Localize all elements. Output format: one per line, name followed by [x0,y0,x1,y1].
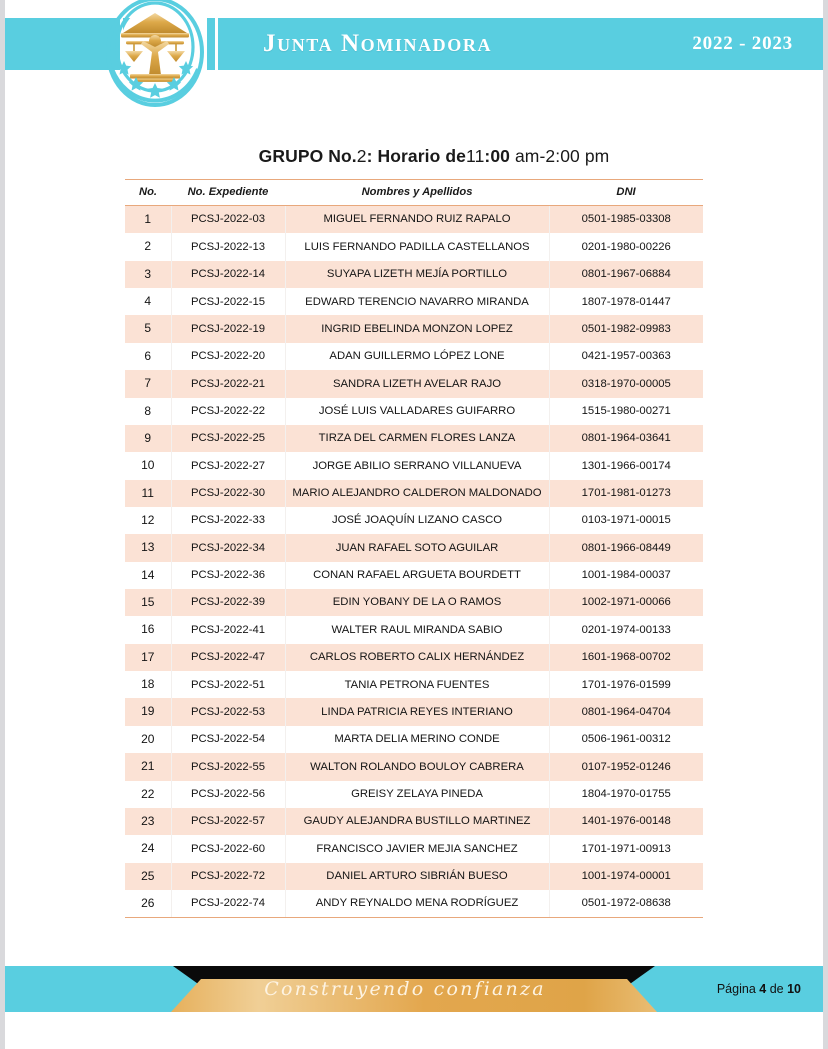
table-row [125,233,703,260]
cell-dni: 0801-1966-08449 [549,534,703,561]
cell-expediente: PCSJ-2022-15 [171,288,285,315]
cell-dni: 1002-1971-00066 [549,589,703,616]
table-row [125,753,703,780]
table-row [125,288,703,315]
cell-row-number: 8 [125,398,171,425]
cell-row-number: 14 [125,562,171,589]
cell-nombre: EDIN YOBANY DE LA O RAMOS [285,589,549,616]
table-row [125,534,703,561]
cell-expediente: PCSJ-2022-55 [171,753,285,780]
cell-expediente: PCSJ-2022-34 [171,534,285,561]
page-current: 4 [759,982,767,996]
cell-row-number: 18 [125,671,171,698]
group-heading [5,100,823,179]
roster-table-head [125,180,703,206]
group-heading-range: am-2:00 pm [510,146,610,166]
cell-row-number: 1 [125,206,171,234]
cell-nombre: TIRZA DEL CARMEN FLORES LANZA [285,425,549,452]
cell-nombre: CONAN RAFAEL ARGUETA BOURDETT [285,562,549,589]
cell-row-number: 25 [125,863,171,890]
table-row [125,698,703,725]
cell-nombre: SANDRA LIZETH AVELAR RAJO [285,370,549,397]
table-row [125,261,703,288]
cell-expediente: PCSJ-2022-53 [171,698,285,725]
cell-row-number: 5 [125,315,171,342]
table-row [125,343,703,370]
cell-dni: 1701-1976-01599 [549,671,703,698]
cell-nombre: INGRID EBELINDA MONZON LOPEZ [285,315,549,342]
cell-dni: 0801-1967-06884 [549,261,703,288]
group-heading-prefix: GRUPO No. [258,146,357,166]
page-total: 10 [787,982,801,996]
cell-nombre: JORGE ABILIO SERRANO VILLANUEVA [285,452,549,479]
roster-table-wrap [125,179,703,918]
footer-motto: Construyendo confianza [264,978,546,1000]
footer-ribbon-graphic [5,966,823,1012]
cell-expediente: PCSJ-2022-03 [171,206,285,234]
cell-row-number: 9 [125,425,171,452]
cell-expediente: PCSJ-2022-25 [171,425,285,452]
cell-expediente: PCSJ-2022-56 [171,781,285,808]
column-header-expediente: No. Expediente [171,180,285,206]
cell-nombre: TANIA PETRONA FUENTES [285,671,549,698]
cell-dni: 1601-1968-00702 [549,644,703,671]
cell-dni: 1701-1971-00913 [549,835,703,862]
cell-dni: 0421-1957-00363 [549,343,703,370]
cell-dni: 0501-1972-08638 [549,890,703,918]
table-row [125,863,703,890]
table-row [125,890,703,918]
roster-table [125,179,703,918]
cell-dni: 0103-1971-00015 [549,507,703,534]
viewer-edge-left [0,0,5,1049]
cell-row-number: 4 [125,288,171,315]
page-header [5,0,823,100]
page-content [5,100,823,918]
cell-dni: 1001-1974-00001 [549,863,703,890]
cell-row-number: 3 [125,261,171,288]
table-row [125,808,703,835]
cell-expediente: PCSJ-2022-33 [171,507,285,534]
cell-row-number: 16 [125,616,171,643]
column-header-dni: DNI [549,180,703,206]
cell-dni: 0801-1964-03641 [549,425,703,452]
cell-row-number: 26 [125,890,171,918]
table-row [125,315,703,342]
table-row [125,644,703,671]
table-row [125,671,703,698]
group-heading-hour: 11 [466,146,485,166]
cell-expediente: PCSJ-2022-19 [171,315,285,342]
cell-dni: 0201-1980-00226 [549,233,703,260]
cell-row-number: 22 [125,781,171,808]
page-footer [5,950,823,1049]
table-row [125,480,703,507]
cell-nombre: ADAN GUILLERMO LÓPEZ LONE [285,343,549,370]
cell-row-number: 19 [125,698,171,725]
cell-nombre: JOSÉ JOAQUÍN LIZANO CASCO [285,507,549,534]
roster-table-body [125,206,703,918]
page-label: Página [716,982,756,996]
table-row [125,781,703,808]
cell-expediente: PCSJ-2022-47 [171,644,285,671]
cell-nombre: DANIEL ARTURO SIBRIÁN BUESO [285,863,549,890]
cell-row-number: 10 [125,452,171,479]
cell-dni: 1301-1966-00174 [549,452,703,479]
justice-scales-seal-icon [88,0,222,107]
cell-row-number: 6 [125,343,171,370]
cell-row-number: 7 [125,370,171,397]
cell-row-number: 24 [125,835,171,862]
table-row [125,507,703,534]
cell-expediente: PCSJ-2022-57 [171,808,285,835]
cell-row-number: 23 [125,808,171,835]
table-row [125,206,703,234]
table-row [125,835,703,862]
cell-expediente: PCSJ-2022-20 [171,343,285,370]
cell-expediente: PCSJ-2022-54 [171,726,285,753]
cell-nombre: GREISY ZELAYA PINEDA [285,781,549,808]
cell-nombre: JUAN RAFAEL SOTO AGUILAR [285,534,549,561]
page-of: de [769,982,784,996]
cell-expediente: PCSJ-2022-74 [171,890,285,918]
group-heading-minutes: :00 [484,146,510,166]
cell-dni: 1401-1976-00148 [549,808,703,835]
cell-expediente: PCSJ-2022-72 [171,863,285,890]
column-header-no: No. [125,180,171,206]
cell-expediente: PCSJ-2022-39 [171,589,285,616]
group-heading-mid: : Horario de [366,146,467,166]
cell-row-number: 12 [125,507,171,534]
group-heading-number: 2 [356,146,367,166]
cell-nombre: WALTON ROLANDO BOULOY CABRERA [285,753,549,780]
table-row [125,726,703,753]
table-row [125,398,703,425]
table-row [125,562,703,589]
cell-row-number: 20 [125,726,171,753]
cell-expediente: PCSJ-2022-51 [171,671,285,698]
cell-dni: 1701-1981-01273 [549,480,703,507]
header-years: 2022 - 2023 [692,33,793,54]
table-header-row [125,180,703,206]
cell-nombre: GAUDY ALEJANDRA BUSTILLO MARTINEZ [285,808,549,835]
cell-expediente: PCSJ-2022-36 [171,562,285,589]
cell-row-number: 17 [125,644,171,671]
cell-dni: 1515-1980-00271 [549,398,703,425]
cell-row-number: 21 [125,753,171,780]
cell-dni: 0506-1961-00312 [549,726,703,753]
cell-expediente: PCSJ-2022-27 [171,452,285,479]
cell-row-number: 11 [125,480,171,507]
viewer-edge-right [823,0,828,1049]
page-number-indicator [717,966,801,1012]
cell-dni: 1804-1970-01755 [549,781,703,808]
cell-row-number: 13 [125,534,171,561]
cell-dni: 0501-1985-03308 [549,206,703,234]
cell-dni: 0107-1952-01246 [549,753,703,780]
table-row [125,452,703,479]
cell-nombre: CARLOS ROBERTO CALIX HERNÁNDEZ [285,644,549,671]
cell-expediente: PCSJ-2022-21 [171,370,285,397]
cell-row-number: 15 [125,589,171,616]
page-title: Junta Nominadora [263,30,493,57]
table-row [125,589,703,616]
document-page [5,0,823,1049]
cell-expediente: PCSJ-2022-60 [171,835,285,862]
cell-expediente: PCSJ-2022-13 [171,233,285,260]
cell-dni: 0801-1964-04704 [549,698,703,725]
cell-nombre: MIGUEL FERNANDO RUIZ RAPALO [285,206,549,234]
cell-nombre: SUYAPA LIZETH MEJÍA PORTILLO [285,261,549,288]
cell-dni: 0501-1982-09983 [549,315,703,342]
cell-nombre: ANDY REYNALDO MENA RODRÍGUEZ [285,890,549,918]
cell-nombre: LINDA PATRICIA REYES INTERIANO [285,698,549,725]
cell-nombre: JOSÉ LUIS VALLADARES GUIFARRO [285,398,549,425]
cell-dni: 1807-1978-01447 [549,288,703,315]
cell-expediente: PCSJ-2022-30 [171,480,285,507]
cell-expediente: PCSJ-2022-41 [171,616,285,643]
cell-row-number: 2 [125,233,171,260]
cell-dni: 0201-1974-00133 [549,616,703,643]
cell-nombre: MARTA DELIA MERINO CONDE [285,726,549,753]
cell-nombre: WALTER RAUL MIRANDA SABIO [285,616,549,643]
cell-nombre: FRANCISCO JAVIER MEJIA SANCHEZ [285,835,549,862]
column-header-nombres: Nombres y Apellidos [285,180,549,206]
cell-dni: 1001-1984-00037 [549,562,703,589]
cell-nombre: LUIS FERNANDO PADILLA CASTELLANOS [285,233,549,260]
table-row [125,425,703,452]
cell-expediente: PCSJ-2022-22 [171,398,285,425]
cell-nombre: EDWARD TERENCIO NAVARRO MIRANDA [285,288,549,315]
table-row [125,370,703,397]
cell-expediente: PCSJ-2022-14 [171,261,285,288]
cell-dni: 0318-1970-00005 [549,370,703,397]
cell-nombre: MARIO ALEJANDRO CALDERON MALDONADO [285,480,549,507]
table-row [125,616,703,643]
